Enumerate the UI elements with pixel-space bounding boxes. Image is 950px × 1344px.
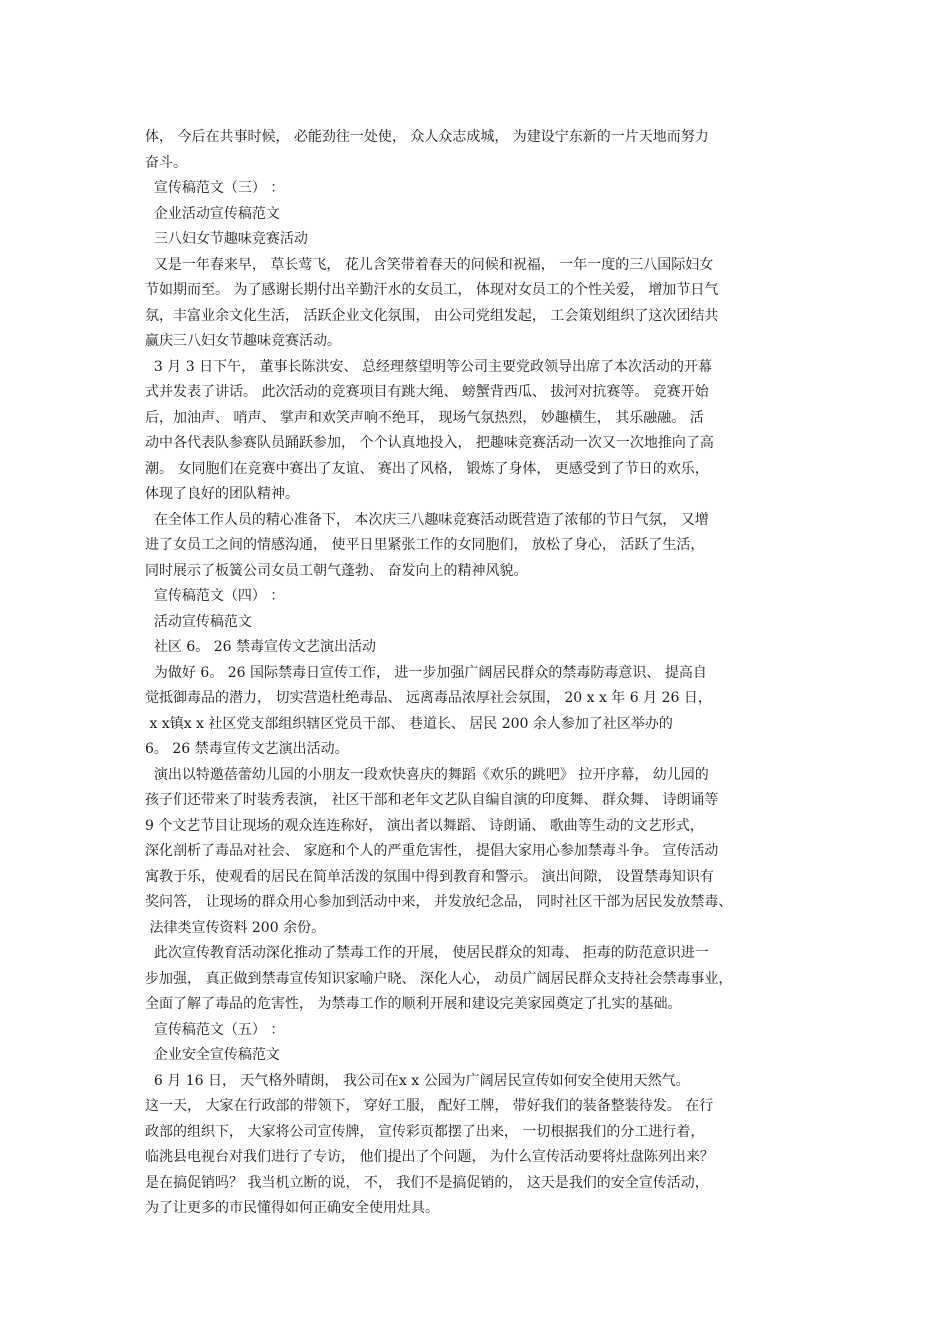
text-line: 体， 今后在共事时候， 必能劲往一处使， 众人众志成城， 为建设宁东新的一片天地而努力 bbox=[145, 129, 709, 145]
text-line: 法律类宣传资料 200 余份。 bbox=[145, 919, 326, 936]
text-line: 同时展示了板簧公司女员工朝气蓬勃、 奋发向上的精神风貌。 bbox=[145, 562, 528, 579]
text-line: 三八妇女节趣味竞赛活动 bbox=[145, 231, 308, 247]
text-line: 进了女员工之间的情感沟通， 使平日里紧张工作的女同胞们， 放松了身心， 活跃了生活， bbox=[145, 537, 705, 553]
text-line: 9 个文艺节目让现场的观众连连称好， 演出者以舞蹈、 诗朗诵、 歌曲等生动的文艺形式， bbox=[145, 817, 704, 834]
text-line: 氛，丰富业余文化生活， 活跃企业文化氛围， 由公司党组发起， 工会策划组织了这次团结共 bbox=[145, 307, 719, 324]
text-line: 此次宣传教育活动深化推动了禁毒工作的开展， 使居民群众的知毒、 拒毒的防范意识进一 bbox=[145, 945, 709, 961]
text-line: 活动宣传稿范文 bbox=[145, 613, 252, 630]
text-line: 全面了解了毒品的危害性， 为禁毒工作的顺利开展和建设完美家园奠定了扎实的基础。 bbox=[145, 996, 682, 1012]
text-line: 动中各代表队参赛队员踊跃参加， 个个认真地投入， 把趣味竞赛活动一次又一次地推向了高 bbox=[145, 435, 714, 451]
text-line: 社区 6。 26 禁毒宣传文艺演出活动 bbox=[145, 639, 376, 655]
text-line: 在全体工作人员的精心准备下， 本次庆三八趣味竞赛活动既营造了浓郁的节日气氛， 又增 bbox=[145, 511, 709, 528]
text-line: 3 月 3 日下午， 董事长陈洪安、 总经理蔡望明等公司主要党政领导出席了本次活动的开幕 bbox=[145, 358, 712, 375]
text-line: 赢庆三八妇女节趣味竞赛活动。 bbox=[145, 333, 341, 349]
text-line: 节如期而至。 为了感谢长期付出辛勤汗水的女员工， 体现对女员工的个性关爱， 增加节日气 bbox=[145, 282, 719, 298]
text-line: 演出以特邀蓓蕾幼儿园的小朋友一段欢快喜庆的舞蹈《欢乐的跳吧》 拉开序幕， 幼儿园的 bbox=[145, 766, 709, 783]
text-line: 临洮县电视台对我们进行了专访， 他们提出了个问题， 为什么宣传活动要将灶盘陈列出来？ bbox=[145, 1149, 714, 1165]
text-line: 体现了良好的团队精神。 bbox=[145, 486, 299, 502]
text-line: 孩子们还带来了时装秀表演， 社区干部和老年文艺队自编自演的印度舞、 群众舞、 诗朗诵等 bbox=[145, 792, 719, 808]
text-line: 觉抵御毒品的潜力， 切实营造杜绝毒品、 远离毒品浓厚社会氛围， 20 x x 年 6 月 26 日， bbox=[145, 690, 712, 706]
text-line: 是在搞促销吗？ 我当机立断的说， 不， 我们不是搞促销的， 这天是我们的安全宣传活动， bbox=[145, 1174, 709, 1191]
text-line: 奋斗。 bbox=[145, 154, 187, 171]
text-line: 宣传稿范文（四） ： bbox=[145, 588, 285, 604]
text-line: 潮。 女同胞们在竞赛中赛出了友谊、 赛出了风格， 锻炼了身体， 更感受到了节日的欢乐， bbox=[145, 460, 709, 477]
text-line: 6。 26 禁毒宣传文艺演出活动。 bbox=[145, 741, 349, 757]
text-line: 6 月 16 日， 天气格外晴朗， 我公司在x x 公园为广阔居民宣传如何安全使用天然气。 bbox=[145, 1072, 690, 1089]
text-line: 宣传稿范文（三） ： bbox=[145, 180, 285, 196]
text-line: 又是一年春来早， 草长莺飞， 花儿含笑带着春天的问候和祝福， 一年一度的三八国际妇女 bbox=[145, 256, 714, 273]
text-line: 步加强， 真正做到禁毒宣传知识家喻户晓、 深化人心， 动员广阔居民群众支持社会禁毒事业， bbox=[145, 970, 733, 987]
text-line: 深化剖析了毒品对社会、 家庭和个人的严重危害性， 提倡大家用心参加禁毒斗争。 宣传活动 bbox=[145, 843, 719, 859]
text-line: 企业活动宣传稿范文 bbox=[145, 205, 280, 222]
text-line: 政部的组织下， 大家将公司宣传牌， 宣传彩页都摆了出来， 一切根据我们的分工进行着， bbox=[145, 1123, 705, 1140]
text-line: 宣传稿范文（五） ： bbox=[145, 1021, 285, 1038]
text-line: x x镇x x 社区党支部组织辖区党员干部、 巷道长、 居民 200 余人参加了社区举办的 bbox=[145, 715, 673, 732]
text-line: 为了让更多的市民懂得如何正确安全使用灶具。 bbox=[145, 1200, 439, 1216]
text-line: 为做好 6。 26 国际禁毒日宣传工作， 进一步加强广阔居民群众的禁毒防毒意识、 提高自 bbox=[145, 664, 707, 681]
text-line: 奖问答， 让现场的群众用心参加到活动中来， 并发放纪念品， 同时社区干部为居民发放禁毒、 bbox=[145, 894, 733, 910]
text-line: 寓教于乐，使观看的居民在简单活泼的氛围中得到教育和警示。 演出间隙， 设置禁毒知识有 bbox=[145, 868, 714, 885]
text-line: 这一天， 大家在行政部的带领下， 穿好工服， 配好工牌， 带好我们的装备整装待发。 在行 bbox=[145, 1098, 714, 1114]
text-line: 式并发表了讲话。 此次活动的竞赛项目有跳大绳、 螃蟹背西瓜、 拔河对抗赛等。 竞赛开始 bbox=[145, 384, 709, 400]
text-line: 企业安全宣传稿范文 bbox=[145, 1047, 280, 1063]
text-line: 后，加油声、 哨声、 掌声和欢笑声响不绝耳， 现场气氛热烈， 妙趣横生， 其乐融融。 活 bbox=[145, 409, 704, 426]
